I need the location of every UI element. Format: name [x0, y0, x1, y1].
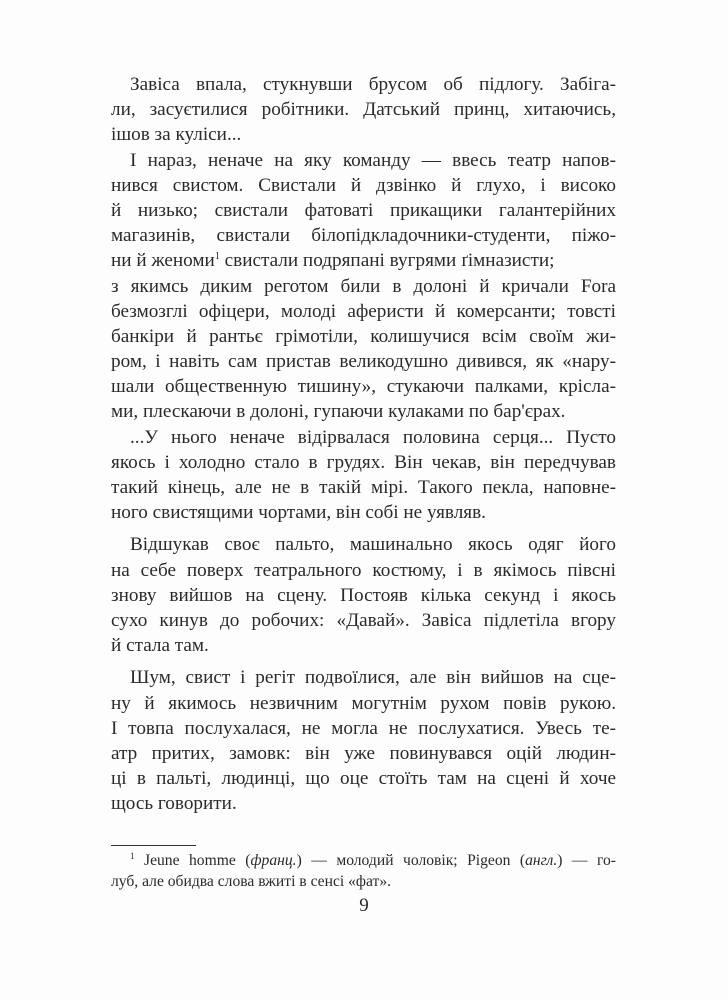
paragraph — [111, 148, 616, 425]
footnote-divider — [111, 845, 196, 846]
paragraph — [111, 72, 616, 148]
text-line: атр притих, замовк: він уже повинувався оцій людин- — [111, 742, 616, 764]
footnote-marker: 1 — [130, 851, 135, 861]
footnote-line — [111, 850, 616, 871]
body-text — [111, 72, 616, 816]
text-line: нився свистом. Свистали й дзвінко й глухо, і високо — [111, 174, 616, 196]
text-line: щось говорити. — [111, 793, 237, 815]
text-line: Завіса впала, стукнувши брусом об підлогу. Забіга- — [130, 74, 616, 95]
footnote-italic: англ. — [525, 852, 558, 869]
text-line: й стала там. — [111, 635, 209, 657]
text-line: ці в пальті, людинці, що оце стоїть там на сцені й хоче — [111, 768, 616, 790]
page-number: 9 — [359, 895, 369, 916]
text-fragment: ни й женоми — [111, 250, 215, 272]
text-line: Шум, свист і регіт подвоїлися, але він вийшов на сце- — [130, 667, 616, 689]
text-line: магазинів, свистали білопідкладочники-студенти, піжо- — [111, 225, 616, 247]
text-line: ну й якимось незвичним могутнім рухом повів рукою. — [111, 692, 616, 714]
text-line: І нараз, неначе на яку команду — ввесь театр напов- — [130, 149, 616, 171]
text-line: й низько; свистали фатоваті прикащики галантерійних — [111, 199, 616, 221]
text-fragment: свистали подряпані вугрями ґімназисти; — [219, 250, 555, 272]
text-line: ...У нього неначе відірвалася половина серця... Пусто — [130, 426, 616, 448]
paragraph — [111, 425, 616, 526]
text-line: банкіри й рантьє грімотіли, колишучися всім своїм жи- — [111, 325, 616, 347]
footnote-italic: франц. — [250, 852, 297, 869]
paragraph — [111, 532, 616, 658]
footnote-text: Jeune homme ( — [144, 852, 251, 869]
footnote-line: луб, але обидва слова вжиті в сенсі «фат». — [111, 873, 392, 890]
footnote-text: ) — го- — [557, 852, 616, 869]
text-line: знову вийшов на сцену. Постояв кілька секунд і якось — [111, 584, 616, 606]
text-line: на себе поверх театрального костюму, і в якімось півсні — [111, 559, 616, 581]
text-line: безмозглі офіцери, молоді аферисти й комерсанти; товсті — [111, 300, 616, 322]
footnote-reference[interactable]: 1 — [214, 251, 220, 263]
text-line-with-footnote — [111, 248, 616, 273]
text-line: ми, плескаючи в долоні, гупаючи кулаками по бар'єрах. — [111, 401, 566, 423]
text-line: сухо кинув до робочих: «Давай». Завіса підлетіла вгору — [111, 609, 616, 631]
text-line: якось і холодно стало в грудях. Він чекав, він передчував — [111, 451, 616, 473]
text-line: шали общественную тишину», стукаючи палками, крісла- — [111, 376, 616, 398]
text-line: ного свистящими чортами, він собі не уявляв. — [111, 502, 486, 524]
footnote-text: ) — молодий чоловік; Pigeon ( — [296, 852, 526, 869]
footnote — [111, 850, 616, 892]
text-line: І товпа послухалася, не могла не послухатися. Увесь те- — [111, 717, 616, 739]
paragraph — [111, 665, 616, 816]
text-line: ішов за куліси... — [111, 124, 242, 146]
text-line: ли, засуєтилися робітники. Датський принц, хитаючись, — [111, 99, 616, 121]
text-line: ром, і навіть сам пристав великодушно дивився, як «нару- — [111, 351, 616, 373]
text-line: такий кінець, але не в такій мірі. Такого пекла, наповне- — [111, 477, 616, 498]
text-line: Відшукав своє пальто, машинально якось одяг його — [130, 534, 616, 556]
text-line: з якимсь диким реготом били в долоні й кричали Fora — [111, 275, 616, 297]
